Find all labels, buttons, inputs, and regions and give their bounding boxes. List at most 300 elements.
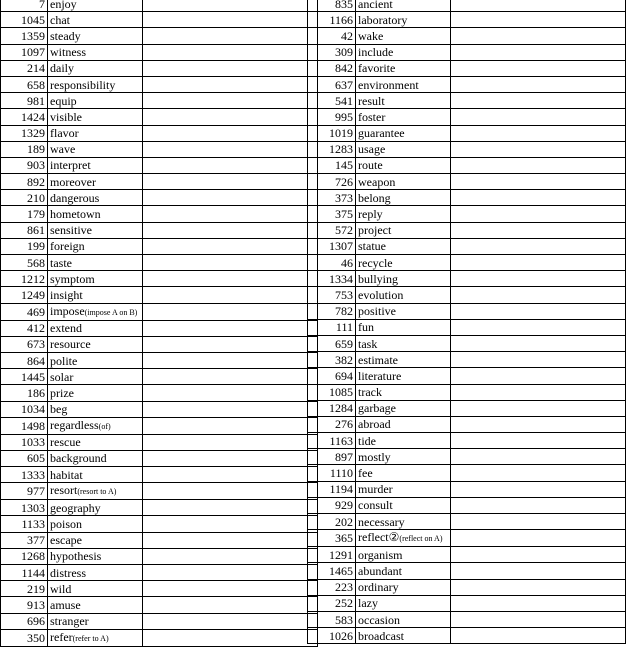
answer-blank [451, 530, 626, 547]
answer-blank [451, 465, 626, 481]
vocab-word: distress [50, 565, 86, 580]
word-cell [356, 433, 451, 449]
word-cell [356, 76, 451, 92]
vocab-word: taste [50, 255, 72, 270]
answer-blank [143, 500, 318, 516]
vocab-row [308, 433, 626, 449]
word-cell [356, 255, 451, 271]
vocab-row [308, 44, 626, 60]
vocab-word: reflect② [358, 530, 400, 545]
answer-blank [143, 255, 318, 271]
answer-blank [143, 369, 318, 385]
vocab-word: interpret [50, 158, 91, 173]
vocab-word: impose [50, 303, 85, 318]
word-cell [356, 563, 451, 579]
vocab-row [1, 0, 318, 12]
answer-blank [143, 12, 318, 28]
word-cell [356, 514, 451, 530]
word-number: 583 [308, 611, 356, 627]
vocab-row [308, 563, 626, 579]
word-number: 572 [308, 222, 356, 238]
answer-blank [143, 190, 318, 206]
vocab-row [308, 530, 626, 547]
answer-blank [451, 416, 626, 432]
answer-blank [143, 238, 318, 254]
word-number: 7 [1, 0, 48, 12]
word-number: 782 [308, 303, 356, 319]
answer-blank [451, 28, 626, 44]
word-number: 1424 [1, 109, 48, 125]
answer-blank [451, 12, 626, 28]
word-number: 1019 [308, 125, 356, 141]
answer-blank [451, 481, 626, 497]
answer-blank [143, 532, 318, 548]
word-cell [356, 222, 451, 238]
vocab-word: abundant [358, 563, 402, 578]
word-cell [356, 579, 451, 595]
answer-blank [143, 60, 318, 76]
vocab-word: abroad [358, 417, 391, 432]
vocab-word: steady [50, 28, 81, 43]
answer-blank [451, 497, 626, 513]
answer-blank [451, 400, 626, 416]
word-number: 252 [308, 595, 356, 611]
vocab-row [308, 109, 626, 125]
vocab-word: sensitive [50, 223, 92, 238]
word-number: 1085 [308, 384, 356, 400]
word-number: 469 [1, 303, 48, 320]
vocab-row [308, 93, 626, 109]
word-cell [356, 547, 451, 563]
word-cell [48, 28, 143, 44]
vocab-row [1, 109, 318, 125]
word-cell [48, 60, 143, 76]
word-number: 977 [1, 483, 48, 500]
word-number: 375 [308, 206, 356, 222]
word-cell [356, 319, 451, 335]
answer-blank [143, 467, 318, 483]
word-cell [48, 565, 143, 581]
vocab-row [1, 157, 318, 173]
word-number: 202 [308, 514, 356, 530]
word-cell [48, 500, 143, 516]
vocab-row [1, 467, 318, 483]
word-number: 864 [1, 352, 48, 368]
vocab-row [308, 400, 626, 416]
word-cell [356, 93, 451, 109]
vocab-row [308, 465, 626, 481]
word-number: 913 [1, 597, 48, 613]
answer-blank [451, 206, 626, 222]
word-cell [48, 629, 143, 646]
answer-blank [143, 271, 318, 287]
word-number: 637 [308, 76, 356, 92]
word-cell [48, 450, 143, 466]
vocab-word: prize [50, 385, 74, 400]
word-number: 1034 [1, 401, 48, 417]
vocab-word: foreign [50, 239, 85, 254]
word-number: 1144 [1, 565, 48, 581]
vocab-row [308, 0, 626, 12]
usage-note: (resort to A) [77, 487, 117, 497]
answer-blank [451, 141, 626, 157]
vocab-row [1, 500, 318, 516]
answer-blank [451, 303, 626, 319]
vocab-row [308, 28, 626, 44]
left-vocab-body [1, 0, 318, 646]
answer-blank [451, 60, 626, 76]
vocab-row [308, 206, 626, 222]
word-cell [356, 400, 451, 416]
word-cell [356, 497, 451, 513]
word-number: 1133 [1, 516, 48, 532]
vocab-row [308, 335, 626, 351]
word-number: 276 [308, 416, 356, 432]
vocab-row [1, 385, 318, 401]
vocab-word: broadcast [358, 628, 404, 643]
word-number: 1498 [1, 417, 48, 434]
answer-blank [143, 125, 318, 141]
answer-blank [451, 157, 626, 173]
word-number: 541 [308, 93, 356, 109]
vocab-word: garbage [358, 401, 396, 416]
word-number: 696 [1, 613, 48, 629]
word-cell [48, 174, 143, 190]
word-number: 214 [1, 60, 48, 76]
vocab-row [308, 595, 626, 611]
answer-blank [143, 401, 318, 417]
answer-blank [143, 76, 318, 92]
vocab-word: escape [50, 533, 82, 548]
word-cell [356, 28, 451, 44]
word-cell [48, 238, 143, 254]
word-cell [356, 238, 451, 254]
word-cell [356, 303, 451, 319]
word-number: 179 [1, 206, 48, 222]
vocab-row [1, 613, 318, 629]
answer-blank [451, 271, 626, 287]
answer-blank [143, 222, 318, 238]
vocab-row [1, 141, 318, 157]
answer-blank [451, 76, 626, 92]
word-cell [356, 368, 451, 384]
word-cell [356, 157, 451, 173]
vocab-word: foster [358, 109, 386, 124]
word-cell [356, 141, 451, 157]
word-cell [48, 320, 143, 336]
answer-blank [451, 514, 626, 530]
answer-blank [143, 352, 318, 368]
word-cell [48, 516, 143, 532]
vocab-row [1, 238, 318, 254]
vocab-row [1, 12, 318, 28]
vocab-row [308, 255, 626, 271]
vocab-word: hometown [50, 207, 101, 222]
word-number: 42 [308, 28, 356, 44]
word-number: 382 [308, 352, 356, 368]
vocab-row [1, 597, 318, 613]
vocab-row [308, 384, 626, 400]
word-cell [356, 12, 451, 28]
word-cell [48, 44, 143, 60]
answer-blank [451, 579, 626, 595]
word-number: 1333 [1, 467, 48, 483]
vocab-row [308, 271, 626, 287]
vocab-word: extend [50, 321, 82, 336]
word-number: 929 [308, 497, 356, 513]
vocab-row [1, 125, 318, 141]
vocab-word: bullying [358, 271, 399, 286]
vocab-row [1, 271, 318, 287]
answer-blank [143, 548, 318, 564]
vocab-word: consult [358, 498, 393, 513]
word-cell [48, 125, 143, 141]
vocab-row [308, 12, 626, 28]
vocab-word: recycle [358, 255, 393, 270]
answer-blank [143, 597, 318, 613]
word-cell [48, 467, 143, 483]
word-cell [48, 222, 143, 238]
vocab-row [308, 76, 626, 92]
vocab-row [1, 581, 318, 597]
vocab-row [308, 628, 626, 644]
vocab-word: dangerous [50, 190, 100, 205]
word-number: 46 [308, 255, 356, 271]
answer-blank [451, 255, 626, 271]
word-number: 365 [308, 530, 356, 547]
word-cell [48, 0, 143, 12]
vocab-row [308, 352, 626, 368]
word-number: 903 [1, 157, 48, 173]
vocab-row [1, 629, 318, 646]
vocab-word: fun [358, 320, 374, 335]
word-number: 189 [1, 141, 48, 157]
word-number: 377 [1, 532, 48, 548]
vocab-word: solar [50, 369, 74, 384]
word-number: 373 [308, 190, 356, 206]
word-cell [48, 369, 143, 385]
word-cell [356, 481, 451, 497]
vocab-word: evolution [358, 287, 404, 302]
left-vocab-table [0, 0, 318, 647]
vocab-word: flavor [50, 126, 79, 141]
word-number: 1110 [308, 465, 356, 481]
vocab-row [1, 565, 318, 581]
answer-blank [451, 287, 626, 303]
word-number: 1212 [1, 271, 48, 287]
answer-blank [143, 109, 318, 125]
answer-blank [143, 450, 318, 466]
vocab-word: rescue [50, 435, 81, 450]
word-number: 835 [308, 0, 356, 12]
vocab-row [308, 481, 626, 497]
vocab-row [1, 434, 318, 450]
vocab-row [308, 611, 626, 627]
answer-blank [143, 581, 318, 597]
word-cell [356, 352, 451, 368]
vocab-word: usage [358, 142, 386, 157]
word-number: 186 [1, 385, 48, 401]
word-number: 1026 [308, 628, 356, 644]
vocab-row [1, 303, 318, 320]
word-number: 1283 [308, 141, 356, 157]
vocab-word: daily [50, 61, 74, 76]
vocab-word: reply [358, 207, 383, 222]
answer-blank [143, 141, 318, 157]
word-number: 861 [1, 222, 48, 238]
word-number: 1166 [308, 12, 356, 28]
vocab-word: symptom [50, 271, 95, 286]
word-number: 1334 [308, 271, 356, 287]
word-cell [356, 0, 451, 12]
word-cell [48, 548, 143, 564]
word-number: 605 [1, 450, 48, 466]
word-number: 1163 [308, 433, 356, 449]
word-cell [48, 336, 143, 352]
vocab-word: resort [50, 483, 78, 498]
vocab-word: mostly [358, 449, 391, 464]
vocab-row [308, 238, 626, 254]
vocab-word: ancient [358, 0, 393, 11]
word-cell [356, 174, 451, 190]
answer-blank [451, 449, 626, 465]
vocab-row [1, 76, 318, 92]
answer-blank [143, 565, 318, 581]
vocab-word: laboratory [358, 12, 408, 27]
vocab-word: polite [50, 353, 78, 368]
answer-blank [143, 629, 318, 646]
word-number: 1249 [1, 287, 48, 303]
word-cell [48, 271, 143, 287]
answer-blank [143, 336, 318, 352]
word-number: 412 [1, 320, 48, 336]
vocab-word: stranger [50, 614, 89, 629]
word-number: 897 [308, 449, 356, 465]
vocab-row [1, 222, 318, 238]
vocab-word: favorite [358, 61, 396, 76]
answer-blank [143, 93, 318, 109]
vocab-word: route [358, 158, 383, 173]
word-cell [48, 12, 143, 28]
vocab-row [1, 336, 318, 352]
word-number: 145 [308, 157, 356, 173]
vocab-word: estimate [358, 352, 398, 367]
word-cell [356, 449, 451, 465]
answer-blank [451, 109, 626, 125]
vocab-row [1, 93, 318, 109]
word-number: 1268 [1, 548, 48, 564]
vocab-word: amuse [50, 597, 81, 612]
answer-blank [143, 516, 318, 532]
answer-blank [451, 595, 626, 611]
word-cell [48, 206, 143, 222]
vocab-word: task [358, 336, 378, 351]
word-cell [356, 465, 451, 481]
answer-blank [143, 483, 318, 500]
word-cell [356, 44, 451, 60]
vocab-row [308, 368, 626, 384]
vocab-word: background [50, 451, 107, 466]
answer-blank [451, 0, 626, 12]
word-number: 199 [1, 238, 48, 254]
vocab-row [308, 141, 626, 157]
word-cell [356, 287, 451, 303]
vocab-row [1, 320, 318, 336]
answer-blank [143, 434, 318, 450]
vocab-word: weapon [358, 174, 396, 189]
vocab-row [1, 28, 318, 44]
vocab-row [1, 174, 318, 190]
vocab-row [1, 417, 318, 434]
vocab-word: environment [358, 77, 419, 92]
word-cell [356, 271, 451, 287]
vocab-word: regardless [50, 417, 99, 432]
vocab-row [1, 369, 318, 385]
vocab-row [308, 416, 626, 432]
vocab-row [1, 483, 318, 500]
word-cell [48, 401, 143, 417]
word-cell [48, 190, 143, 206]
word-number: 210 [1, 190, 48, 206]
vocab-word: ordinary [358, 580, 399, 595]
answer-blank [143, 206, 318, 222]
answer-blank [451, 174, 626, 190]
word-cell [48, 303, 143, 320]
answer-blank [143, 385, 318, 401]
vocab-word: wave [50, 142, 76, 157]
word-number: 892 [1, 174, 48, 190]
vocab-row [308, 579, 626, 595]
word-cell [356, 109, 451, 125]
word-number: 1291 [308, 547, 356, 563]
vocab-word: statue [358, 239, 386, 254]
vocab-word: wild [50, 581, 72, 596]
word-number: 111 [308, 319, 356, 335]
word-number: 995 [308, 109, 356, 125]
word-cell [356, 206, 451, 222]
word-number: 1445 [1, 369, 48, 385]
vocab-word: poison [50, 517, 83, 532]
vocab-word: belong [358, 190, 391, 205]
word-cell [48, 434, 143, 450]
vocab-word: moreover [50, 174, 96, 189]
answer-blank [143, 157, 318, 173]
answer-blank [143, 417, 318, 434]
answer-blank [451, 335, 626, 351]
word-cell [356, 335, 451, 351]
vocab-word: wake [358, 28, 384, 43]
word-cell [48, 417, 143, 434]
answer-blank [451, 628, 626, 644]
vocab-row [1, 60, 318, 76]
word-number: 1194 [308, 481, 356, 497]
vocab-row [1, 44, 318, 60]
answer-blank [143, 613, 318, 629]
word-number: 981 [1, 93, 48, 109]
vocab-word: literature [358, 368, 402, 383]
right-vocab-body [308, 0, 626, 644]
word-cell [48, 287, 143, 303]
answer-blank [143, 0, 318, 12]
answer-blank [451, 319, 626, 335]
vocab-row [308, 287, 626, 303]
vocab-word: beg [50, 402, 68, 417]
answer-blank [451, 563, 626, 579]
vocab-word: witness [50, 45, 86, 60]
answer-blank [451, 368, 626, 384]
vocab-row [1, 548, 318, 564]
vocab-row [308, 174, 626, 190]
